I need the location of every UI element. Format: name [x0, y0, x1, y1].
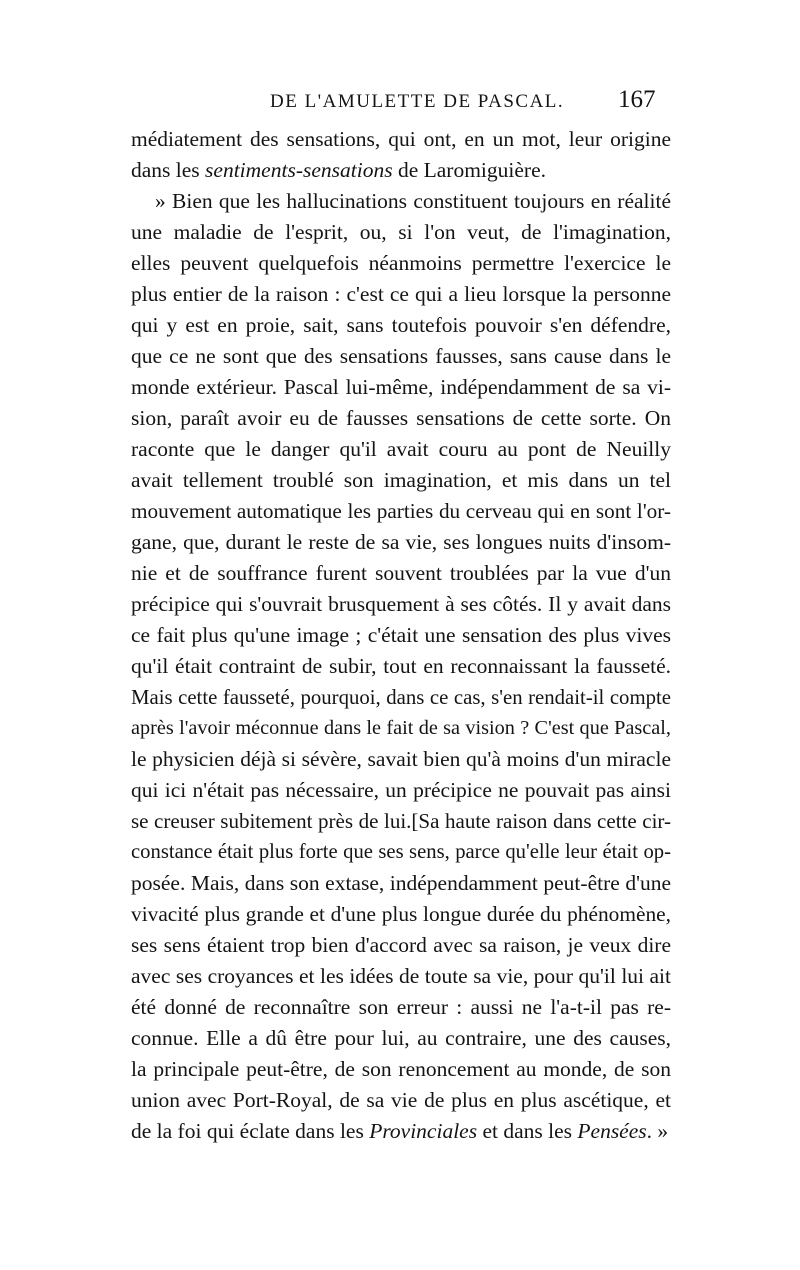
text-line: union avec Port-Royal, de sa vie de plus en plus ascétique, et: [131, 1088, 671, 1112]
text-line: été donné de reconnaître son erreur : aussi ne l'a-t-il pas re-: [131, 995, 671, 1019]
text-line: [131, 155, 671, 186]
italic-title: Provinciales: [369, 1119, 478, 1143]
text-line: avec ses croyances et les idées de toute sa vie, pour qu'il lui ait: [131, 964, 671, 988]
text-line: Mais cette fausseté, pourquoi, dans ce cas, s'en rendait-il compte: [131, 686, 671, 709]
text-line: nie et de souffrance furent souvent troublées par la vue d'un: [131, 561, 671, 585]
text-line: médiatement des sensations, qui ont, en un mot, leur origine: [131, 127, 671, 151]
text-line: avait tellement troublé son imagination, et mis dans un tel: [131, 468, 671, 492]
text-run: de Laromiguière.: [392, 158, 546, 182]
text-line: connue. Elle a dû être pour lui, au contraire, une des causes,: [131, 1026, 671, 1050]
text-line: le physicien déjà si sévère, savait bien qu'à moins d'un miracle: [131, 747, 671, 771]
text-line: » Bien que les hallucinations constituent toujours en réalité: [155, 189, 671, 213]
text-run: de la foi qui éclate dans les: [131, 1119, 370, 1143]
text-line: qui y est en proie, sait, sans toutefois pouvoir s'en défendre,: [131, 313, 671, 337]
text-line: ses sens étaient trop bien d'accord avec sa raison, je veux dire: [131, 933, 671, 957]
body-text: [131, 124, 671, 1147]
text-line: une maladie de l'esprit, ou, si l'on veut, de l'imagination,: [131, 220, 671, 244]
text-line: qu'il était contraint de subir, tout en reconnaissant la fausseté.: [131, 654, 671, 678]
text-line: vivacité plus grande et d'une plus longue durée du phénomène,: [131, 902, 671, 926]
page-number: 167: [618, 86, 656, 113]
text-line: la principale peut-être, de son renoncement au monde, de son: [131, 1057, 671, 1081]
text-line: elles peuvent quelquefois néanmoins permettre l'exercice le: [131, 251, 671, 275]
text-run: dans les: [131, 158, 206, 182]
text-run: et dans les: [477, 1119, 578, 1143]
text-line: plus entier de la raison : c'est ce qui a lieu lorsque la personne: [131, 282, 671, 306]
italic-title: Pensées: [577, 1119, 647, 1143]
text-line: se creuser subitement près de lui.[Sa haute raison dans cette cir-: [131, 809, 671, 833]
text-line: précipice qui s'ouvrait brusquement à ses côtés. Il y avait dans: [131, 592, 671, 616]
text-line: raconte que le danger qu'il avait couru au pont de Neuilly: [131, 437, 671, 461]
italic-term: sentiments-sensations: [205, 158, 393, 182]
text-run: . »: [646, 1119, 669, 1143]
text-line: qui ici n'était pas nécessaire, un précipice ne pouvait pas ainsi: [131, 778, 671, 802]
text-line: ce fait plus qu'une image ; c'était une sensation des plus vives: [131, 623, 671, 647]
text-line: [131, 1116, 671, 1147]
text-line: posée. Mais, dans son extase, indépendamment peut-être d'une: [131, 871, 671, 895]
running-title: DE L'AMULETTE DE PASCAL.: [270, 91, 565, 112]
text-line: mouvement automatique les parties du cerveau qui en sont l'or-: [131, 499, 671, 523]
text-line: monde extérieur. Pascal lui-même, indépendamment de sa vi-: [131, 375, 671, 399]
text-line: sion, paraît avoir eu de fausses sensations de cette sorte. On: [131, 406, 671, 430]
text-line: que ce ne sont que des sensations fausses, sans cause dans le: [131, 344, 671, 368]
text-line: constance était plus forte que ses sens, parce qu'elle leur était op-: [131, 841, 671, 863]
text-line: gane, que, durant le reste de sa vie, ses longues nuits d'insom-: [131, 530, 671, 554]
text-line: après l'avoir méconnue dans le fait de sa vision ? C'est que Pascal,: [131, 717, 671, 739]
